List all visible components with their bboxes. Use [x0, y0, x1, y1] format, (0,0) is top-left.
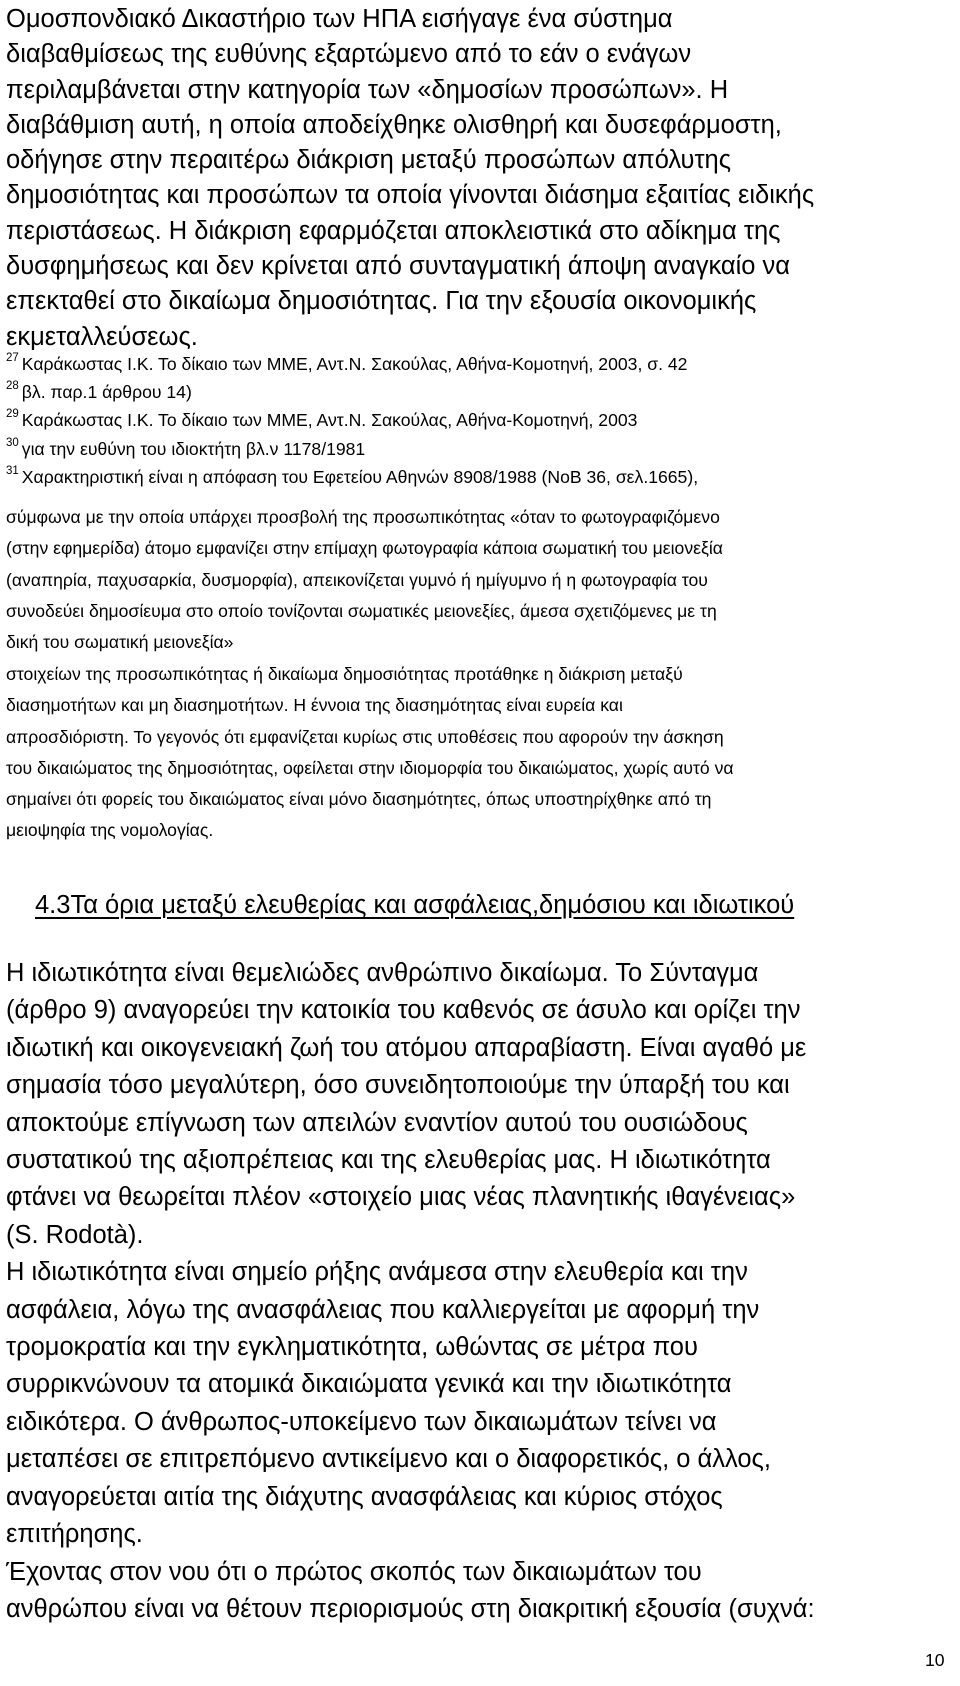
footnote-text: Καράκωστας Ι.Κ. Το δίκαιο των ΜΜΕ, Αντ.Ν. Σακούλας, Αθήνα-Κομοτηνή, 2003 — [21, 410, 638, 431]
footnote-number: 27 — [6, 352, 19, 364]
text-line: Ομοσπονδιακό Δικαστήριο των ΗΠΑ εισήγαγε ένα σύστημα — [6, 5, 673, 33]
text-line: Η ιδιωτικότητα είναι σημείο ρήξης ανάμεσα στην ελευθερία και την — [6, 1258, 748, 1287]
text-line: οδήγησε στην περαιτέρω διάκριση μεταξύ προσώπων απόλυτης — [6, 146, 732, 175]
footnote-line: (στην εφημερίδα) άτομο εμφανίζει στην επίμαχη φωτογραφία κάποια σωματική του μειονεξία — [6, 538, 723, 559]
text-line: αποκτούμε επίγνωση των απειλών εναντίον αυτού του ουσιώδους — [6, 1108, 748, 1137]
footnote-line: μειοψηφία της νομολογίας. — [6, 820, 214, 841]
text-line: δημοσιότητας και προσώπων τα οποία γίνονται διάσημα εξαιτίας ειδικής — [6, 181, 815, 210]
footnote-item — [6, 465, 952, 493]
text-line: σημασία τόσο μεγαλύτερη, όσο συνειδητοποιούμε την ύπαρξή του και — [6, 1071, 790, 1100]
footnote-number: 30 — [6, 436, 19, 449]
text-line: (S. Rodotà). — [6, 1220, 144, 1249]
footnote-paragraph — [6, 659, 952, 847]
text-line: επεκταθεί στο δικαίωμα δημοσιότητας. Για την εξουσία οικονομικής — [6, 287, 757, 316]
text-line: περιλαμβάνεται στην κατηγορία των «δημοσίων προσώπων». Η — [6, 75, 729, 104]
footnotes — [6, 352, 952, 493]
text-line: αναγορεύεται αιτία της διάχυτης ανασφάλειας και κύριος στόχος — [6, 1482, 723, 1511]
body-text — [6, 955, 952, 1628]
footnote-text: για την ευθύνη του ιδιοκτήτη βλ.ν 1178/1981 — [21, 438, 366, 459]
text-line: εκμεταλλεύσεως. — [6, 322, 198, 351]
footnote-text: Χαρακτηριστική είναι η απόφαση του Εφετείου Αθηνών 8908/1988 (ΝοΒ 36, σελ.1665), — [21, 466, 699, 487]
footnote-text: βλ. παρ.1 άρθρου 14) — [21, 382, 192, 403]
intro-paragraph — [6, 2, 952, 355]
text-line: τρομοκρατία και την εγκληματικότητα, ωθώντας σε μέτρα που — [6, 1333, 698, 1362]
footnote-line: (αναπηρία, παχυσαρκία, δυσμορφία), απεικονίζεται γυμνό ή ημίγυμνο ή η φωτογραφία του — [6, 569, 708, 590]
footnote-item — [6, 380, 952, 408]
footnote-line: δική του σωματική μειονεξία» — [6, 632, 234, 653]
text-line: μεταπέσει σε επιτρεπόμενο αντικείμενο και ο διαφορετικός, ο άλλος, — [6, 1445, 771, 1474]
footnote-line: διασημοτήτων και μη διασημοτήτων. Η έννοια της διασημότητας είναι ευρεία και — [6, 695, 623, 716]
footnote-line: στοιχείων της προσωπικότητας ή δικαίωμα δημοσιότητας προτάθηκε η διάκριση μεταξύ — [6, 664, 683, 684]
footnote-number: 29 — [6, 408, 19, 421]
footnote-31-continuation — [6, 502, 952, 658]
text-line: επιτήρησης. — [6, 1520, 143, 1549]
text-line: διαβαθμίσεως της ευθύνης εξαρτώμενο από το εάν ο ενάγων — [6, 40, 692, 69]
text-line: ανθρώπου είναι να θέτουν περιορισμούς στη διακριτική εξουσία (συχνά: — [6, 1594, 815, 1623]
footnote-item — [6, 352, 952, 380]
text-line: Η ιδιωτικότητα είναι θεμελιώδες ανθρώπινο δικαίωμα. Το Σύνταγμα — [6, 959, 759, 987]
text-line: περιστάσεως. Η διάκριση εφαρμόζεται αποκλειστικά στο αδίκημα της — [6, 216, 781, 245]
text-line: (άρθρο 9) αναγορεύει την κατοικία του καθενός σε άσυλο και ορίζει την — [6, 996, 801, 1025]
footnote-number: 31 — [6, 464, 19, 477]
footnote-line: απροσδιόριστη. Το γεγονός ότι εμφανίζεται κυρίως στις υποθέσεις που αφορούν την άσκηση — [6, 726, 724, 747]
text-line: συστατικού της αξιοπρέπειας και της ελευθερίας μας. Η ιδιωτικότητα — [6, 1146, 771, 1175]
text-line: Έχοντας στον νου ότι ο πρώτος σκοπός των δικαιωμάτων του — [6, 1557, 702, 1586]
footnote-number: 28 — [6, 380, 19, 393]
section-heading: 4.3Τα όρια μεταξύ ελευθερίας και ασφάλειας,δημόσιου και ιδιωτικού — [35, 891, 795, 919]
footnote-item — [6, 408, 952, 436]
footnote-line: συνοδεύει δημοσίευμα στο οποίο τονίζονται σωματικές μειονεξίες, άμεσα σχετιζόμενες με τη — [6, 600, 717, 621]
text-line: ειδικότερα. Ο άνθρωπος-υποκείμενο των δικαιωμάτων τείνει να — [6, 1407, 717, 1436]
text-line: φτάνει να θεωρείται πλέον «στοιχείο μιας νέας πλανητικής ιθαγένειας» — [6, 1183, 796, 1212]
footnote-line: του δικαιώματος της δημοσιότητας, οφείλεται στην ιδιομορφία του δικαιώματος, χωρίς αυτό να — [6, 757, 734, 778]
footnote-line: σύμφωνα με την οποία υπάρχει προσβολή της προσωπικότητας «όταν το φωτογραφιζόμενο — [6, 507, 720, 527]
footnote-line: σημαίνει ότι φορείς του δικαιώματος είναι μόνο διασημότητες, όπως υποστηρίχθηκε από τη — [6, 789, 712, 810]
text-line: συρρικνώνουν τα ατομικά δικαιώματα γενικά και την ιδιωτικότητα — [6, 1370, 732, 1399]
page-number: 10 — [925, 1650, 945, 1670]
text-line: δυσφημήσεως και δεν κρίνεται από συνταγματική άποψη αναγκαίο να — [6, 252, 791, 281]
text-line: διαβάθμιση αυτή, η οποία αποδείχθηκε ολισθηρή και δυσεφάρμοστη, — [6, 110, 782, 139]
text-line: ασφάλεια, λόγω της ανασφάλειας που καλλιεργείται με αφορμή την — [6, 1295, 760, 1324]
footnote-text: Καράκωστας Ι.Κ. Το δίκαιο των ΜΜΕ, Αντ.Ν. Σακούλας, Αθήνα-Κομοτηνή, 2003, σ. 42 — [21, 354, 688, 374]
text-line: ιδιωτική και οικογενειακή ζωή του ατόμου απαραβίαστη. Είναι αγαθό με — [6, 1033, 807, 1062]
footnote-item — [6, 437, 952, 465]
